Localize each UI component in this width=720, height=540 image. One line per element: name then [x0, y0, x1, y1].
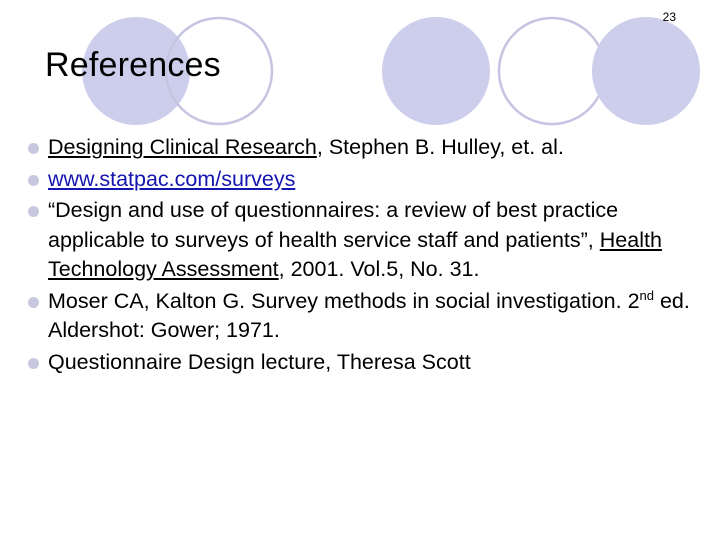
reference-item	[28, 165, 708, 195]
journal-title: Health Technology Assessment	[48, 227, 662, 281]
outline-circle	[499, 18, 605, 124]
reference-text: ed. Aldershot: Gower; 1971.	[48, 288, 690, 342]
reference-text: Moser CA, Kalton G. Survey methods in social investigation. 2	[48, 288, 640, 313]
slide-title: References	[45, 46, 221, 84]
bullet-icon	[28, 206, 39, 217]
slide-number: 23	[662, 10, 676, 24]
bullet-icon	[28, 175, 39, 186]
filled-circle	[382, 17, 490, 125]
reference-item	[28, 287, 708, 346]
reference-text: Questionnaire Design lecture, Theresa Scott	[48, 349, 471, 374]
bullet-icon	[28, 358, 39, 369]
reference-item	[28, 196, 708, 285]
bullet-icon	[28, 143, 39, 154]
bullet-icon	[28, 297, 39, 308]
references-list	[28, 133, 708, 379]
publication-details: , 2001. Vol.5, No. 31.	[278, 257, 480, 281]
reference-item	[28, 348, 708, 378]
reference-link[interactable]: www.statpac.com/surveys	[48, 166, 296, 191]
article-title: “Design and use of questionnaires: a review of best practice applicable to surveys of health service staff and patients”,	[48, 198, 619, 252]
reference-item	[28, 133, 708, 163]
edition-superscript: nd	[639, 287, 654, 303]
filled-circle	[592, 17, 700, 125]
reference-authors: , Stephen B. Hulley, et. al.	[316, 135, 564, 159]
book-title: Designing Clinical Research	[48, 135, 317, 159]
